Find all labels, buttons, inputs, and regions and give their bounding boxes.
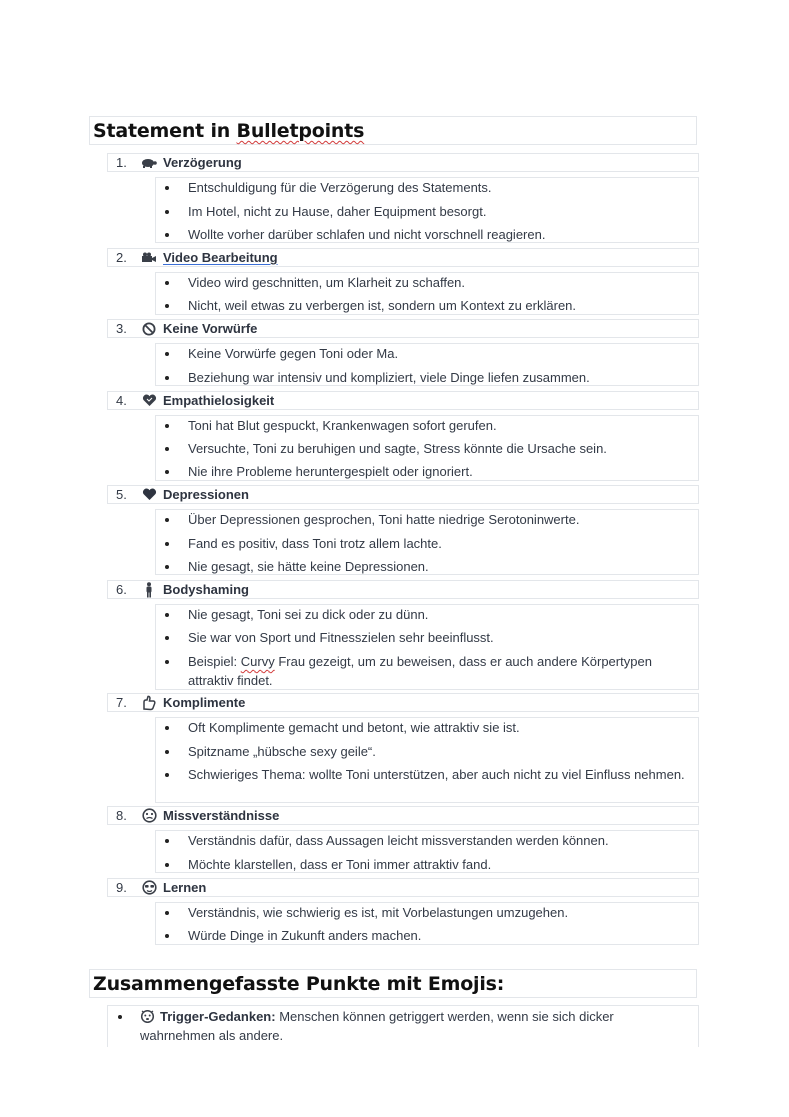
bullet-dot	[165, 726, 169, 730]
heart-icon	[141, 393, 157, 408]
section-8-heading	[107, 806, 699, 825]
black-heart-icon	[141, 487, 157, 502]
section-title: Missverständnisse	[163, 808, 280, 823]
bullet-dot	[165, 911, 169, 915]
section-5-heading	[107, 485, 699, 504]
section-number: 9.	[116, 880, 127, 895]
section-title: Depressionen	[163, 487, 249, 502]
bullet-dot	[165, 773, 169, 777]
section-number: 8.	[116, 808, 127, 823]
summary-item-body: Menschen können getriggert werden, wenn sie sich dicker wahrnehmen als andere.	[140, 1009, 614, 1043]
bullet-dot	[165, 447, 169, 451]
section-5-bullets: Über Depressionen gesprochen, Toni hatte niedrige Serotoninwerte. Fand es positiv, dass Toni trotz allem lachte. Nie gesagt, sie hätte keine Depressionen.	[155, 509, 699, 575]
summary-list-item	[107, 1005, 699, 1047]
confused-face-icon	[141, 808, 157, 823]
bullet-dot	[165, 565, 169, 569]
section-title: Empathielosigkeit	[163, 393, 275, 408]
section-title: Verzögerung	[163, 155, 242, 170]
section-number: 7.	[116, 695, 127, 710]
section-9-bullets: Verständnis, wie schwierig es ist, mit Vorbelastungen umzugehen. Würde Dinge in Zukunft anders machen.	[155, 902, 699, 945]
bullet-dot	[165, 660, 169, 664]
section-4-heading	[107, 391, 699, 410]
bullet-dot	[165, 863, 169, 867]
bullet-dot	[165, 636, 169, 640]
section-title-link[interactable]: Video Bearbeitung	[163, 250, 278, 265]
section-6-bullets: Nie gesagt, Toni sei zu dick oder zu dünn. Sie war von Sport und Fitnesszielen sehr beeinflusst. Beispiel: Curvy Frau gezeigt, um zu beweisen, dass er auch andere Körpertypen attraktiv findet.	[155, 604, 699, 690]
section-1-bullets: Entschuldigung für die Verzögerung des Statements. Im Hotel, nicht zu Hause, daher Equipment besorgt. Wollte vorher darüber schlafen und nicht vorschnell reagieren.	[155, 177, 699, 243]
turtle-icon	[141, 155, 157, 170]
section-3-heading	[107, 319, 699, 338]
section-number: 4.	[116, 393, 127, 408]
section-number: 3.	[116, 321, 127, 336]
bullet-dot	[165, 518, 169, 522]
section-6-heading	[107, 580, 699, 599]
section-number: 2.	[116, 250, 127, 265]
video-camera-icon	[141, 250, 157, 265]
learning-face-icon	[141, 880, 157, 895]
section-7-heading	[107, 693, 699, 712]
section-1-heading	[107, 153, 699, 172]
summary-item-label: Trigger-Gedanken:	[160, 1009, 276, 1024]
person-standing-icon	[141, 582, 157, 597]
bullet-dot	[165, 934, 169, 938]
bullet-dot	[165, 613, 169, 617]
bullet-dot	[165, 352, 169, 356]
bullet-dot	[165, 186, 169, 190]
main-heading	[89, 116, 697, 145]
bullet-dot	[165, 304, 169, 308]
section-2-bullets: Video wird geschnitten, um Klarheit zu schaffen. Nicht, weil etwas zu verbergen ist, sondern um Kontext zu erklären.	[155, 272, 699, 315]
summary-heading: Zusammengefasste Punkte mit Emojis:	[89, 969, 697, 998]
bullet-dot	[165, 233, 169, 237]
misspelled-word[interactable]: Curvy	[240, 654, 275, 669]
heading-misspelled-word[interactable]: Bulletpoints	[236, 120, 365, 142]
trigger-face-icon	[140, 1009, 156, 1023]
bullet-dot	[118, 1015, 122, 1019]
section-8-bullets: Verständnis dafür, dass Aussagen leicht missverstanden werden können. Möchte klarstellen, dass er Toni immer attraktiv fand.	[155, 830, 699, 873]
prohibited-icon	[141, 321, 157, 336]
section-number: 5.	[116, 487, 127, 502]
section-title: Keine Vorwürfe	[163, 321, 258, 336]
section-number: 6.	[116, 582, 127, 597]
section-title: Komplimente	[163, 695, 246, 710]
section-title: Lernen	[163, 880, 207, 895]
bullet-dot	[165, 424, 169, 428]
compliment-hand-icon	[141, 695, 157, 710]
section-3-bullets: Keine Vorwürfe gegen Toni oder Ma. Beziehung war intensiv und kompliziert, viele Dinge liefen zusammen.	[155, 343, 699, 386]
bullet-dot	[165, 281, 169, 285]
summary-item-text	[140, 1007, 680, 1045]
heading-text: Statement in	[93, 120, 237, 142]
bullet-dot	[165, 839, 169, 843]
bullet-dot	[165, 750, 169, 754]
section-4-bullets: Toni hat Blut gespuckt, Krankenwagen sofort gerufen. Versuchte, Toni zu beruhigen und sagte, Stress könnte die Ursache sein. Nie ihre Probleme heruntergespielt oder ignoriert.	[155, 415, 699, 481]
bullet-dot	[165, 376, 169, 380]
section-2-heading	[107, 248, 699, 267]
bullet-dot	[165, 210, 169, 214]
bullet-dot	[165, 542, 169, 546]
section-number: 1.	[116, 155, 127, 170]
section-9-heading	[107, 878, 699, 897]
bullet-dot	[165, 470, 169, 474]
section-title: Bodyshaming	[163, 582, 249, 597]
section-7-bullets: Oft Komplimente gemacht und betont, wie attraktiv sie ist. Spitzname „hübsche sexy geile“. Schwieriges Thema: wollte Toni unterstützen, aber auch nicht zu viel Einfluss nehmen.	[155, 717, 699, 803]
